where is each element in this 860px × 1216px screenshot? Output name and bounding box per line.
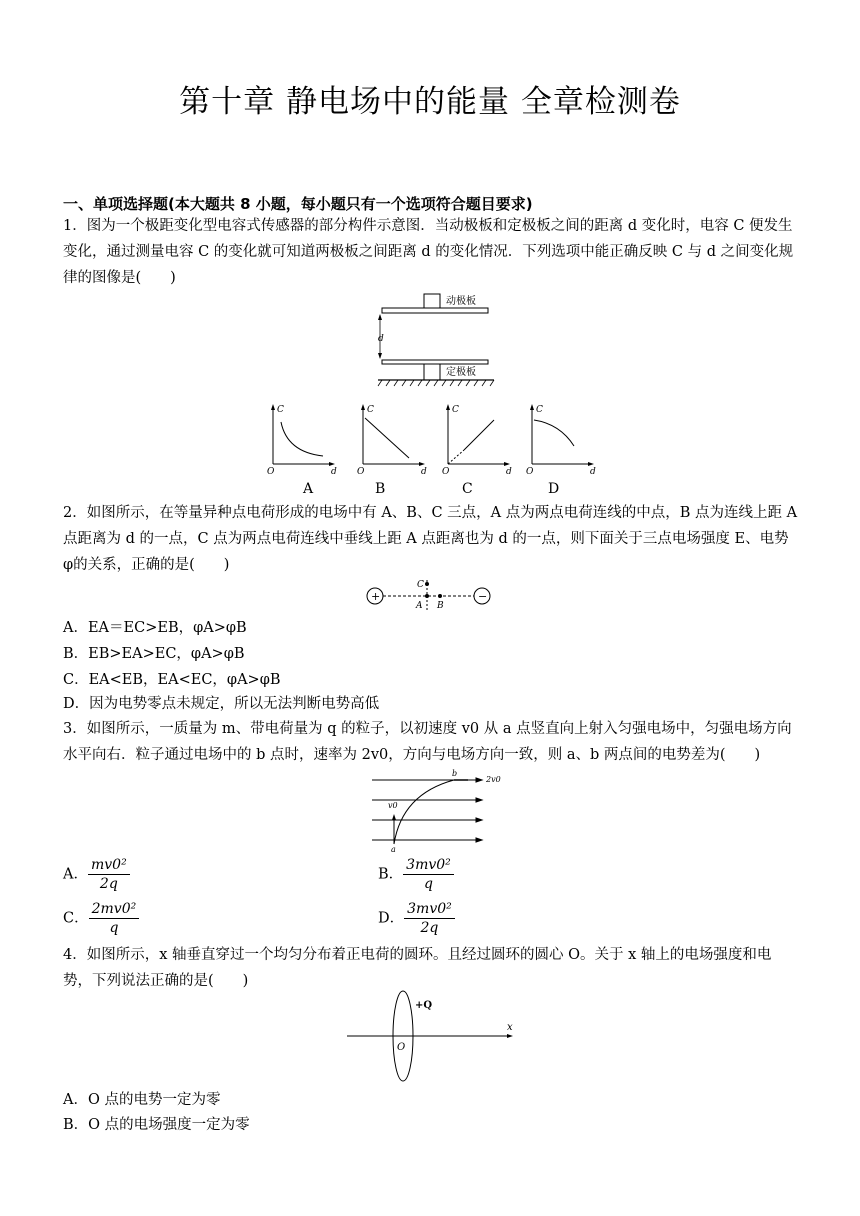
q2-option-d: D．因为电势零点未规定，所以无法判断电势高低 — [63, 696, 380, 712]
question-3-text: 3．如图所示，一质量为 m、带电荷量为 q 的粒子，以初速度 v0 从 a 点竖直向上射入匀强电场中，匀强电场方向水平向右．粒子通过电场中的 b 点时，速率为 2v0，方向与电场方向一致，则 a、b 两点间的电势差为( ) — [63, 721, 792, 763]
svg-text:2v0: 2v0 — [486, 775, 501, 784]
q4-option-a: A．O 点的电势一定为零 — [63, 1092, 221, 1108]
graph-label-c: C — [462, 481, 473, 497]
svg-text:−: − — [478, 590, 488, 603]
svg-text:C: C — [417, 580, 424, 590]
svg-text:+: + — [371, 590, 381, 603]
svg-text:O: O — [397, 1042, 406, 1053]
svg-text:d: d — [421, 467, 427, 477]
svg-text:+Q: +Q — [415, 1000, 433, 1011]
svg-text:v0: v0 — [388, 801, 398, 810]
fixed-plate-label: 定极板 — [446, 367, 476, 378]
capacitor-sensor-diagram — [370, 290, 510, 390]
svg-text:d: d — [331, 467, 337, 477]
graph-a — [265, 402, 345, 477]
svg-text:O: O — [442, 467, 450, 477]
question-4-text: 4．如图所示，x 轴垂直穿过一个均匀分布着正电荷的圆环。且经过圆环的圆心 O。关于 x 轴上的电场强度和电势，下列说法正确的是( ) — [63, 947, 772, 989]
svg-text:d: d — [506, 467, 512, 477]
q3-option-d: D． $\frac{\text{3mv0²}}{2q}$ — [378, 900, 455, 937]
graph-d — [524, 402, 604, 477]
svg-text:A: A — [416, 601, 423, 611]
graph-c — [440, 402, 520, 477]
distance-label: d — [378, 334, 384, 344]
graph-label-d: D — [548, 481, 560, 497]
q2-option-c: C．EA<EB，EA<EC，φA>φB — [63, 672, 281, 688]
page-title: 第十章 静电场中的能量 全章检测卷 — [179, 84, 681, 120]
q3-option-a: A． $\frac{\text{mv0²}}{2q}$ — [63, 856, 130, 893]
graph-b — [355, 402, 435, 477]
question-1-text: 1．图为一个极距变化型电容式传感器的部分构件示意图．当动极板和定极板之间的距离 d 变化时，电容 C 便发生变化，通过测量电容 C 的变化就可知道两极板之间距离 d 的变化情况．下列选项中能正确反映 C 与 d 之间变化规律的图像是( ) — [63, 218, 794, 286]
svg-text:O: O — [526, 467, 534, 477]
svg-text:C: C — [536, 405, 543, 415]
svg-text:O: O — [267, 467, 275, 477]
q2-option-a: A．EA＝EC>EB，φA>φB — [63, 620, 247, 636]
question-2-text: 2．如图所示，在等量异种点电荷形成的电场中有 A、B、C 三点，A 点为两点电荷连线的中点，B 点为连线上距 A 点距离为 d 的一点，C 点为两点电荷连线中垂线上距 A 点距离也为 d 的一点，则下面关于三点电场强度 E、电势φ的关系，正确的是( ) — [63, 505, 798, 573]
graph-label-b: B — [375, 481, 386, 497]
svg-text:C: C — [367, 405, 374, 415]
q4-option-b: B．O 点的电场强度一定为零 — [63, 1117, 250, 1133]
svg-text:b: b — [452, 769, 458, 778]
svg-text:d: d — [590, 467, 596, 477]
graph-label-a: A — [303, 481, 314, 497]
charged-ring-diagram — [345, 990, 525, 1085]
svg-text:O: O — [357, 467, 365, 477]
dipole-field-diagram — [360, 576, 500, 616]
svg-text:a: a — [391, 845, 396, 854]
uniform-field-trajectory-diagram — [368, 769, 508, 854]
svg-text:x: x — [507, 1022, 513, 1033]
q3-option-b: B． $\frac{\text{3mv0²}}{q}$ — [378, 856, 454, 893]
section-heading: 一、单项选择题(本大题共 8 小题，每小题只有一个选项符合题目要求) — [63, 195, 533, 213]
q3-option-c: C． $\frac{\text{2mv0²}}{q}$ — [63, 900, 139, 937]
moving-plate-label: 动极板 — [446, 296, 476, 307]
svg-text:C: C — [452, 405, 459, 415]
q2-option-b: B．EB>EA>EC，φA>φB — [63, 646, 245, 662]
svg-text:B: B — [437, 601, 444, 611]
svg-text:C: C — [277, 405, 284, 415]
